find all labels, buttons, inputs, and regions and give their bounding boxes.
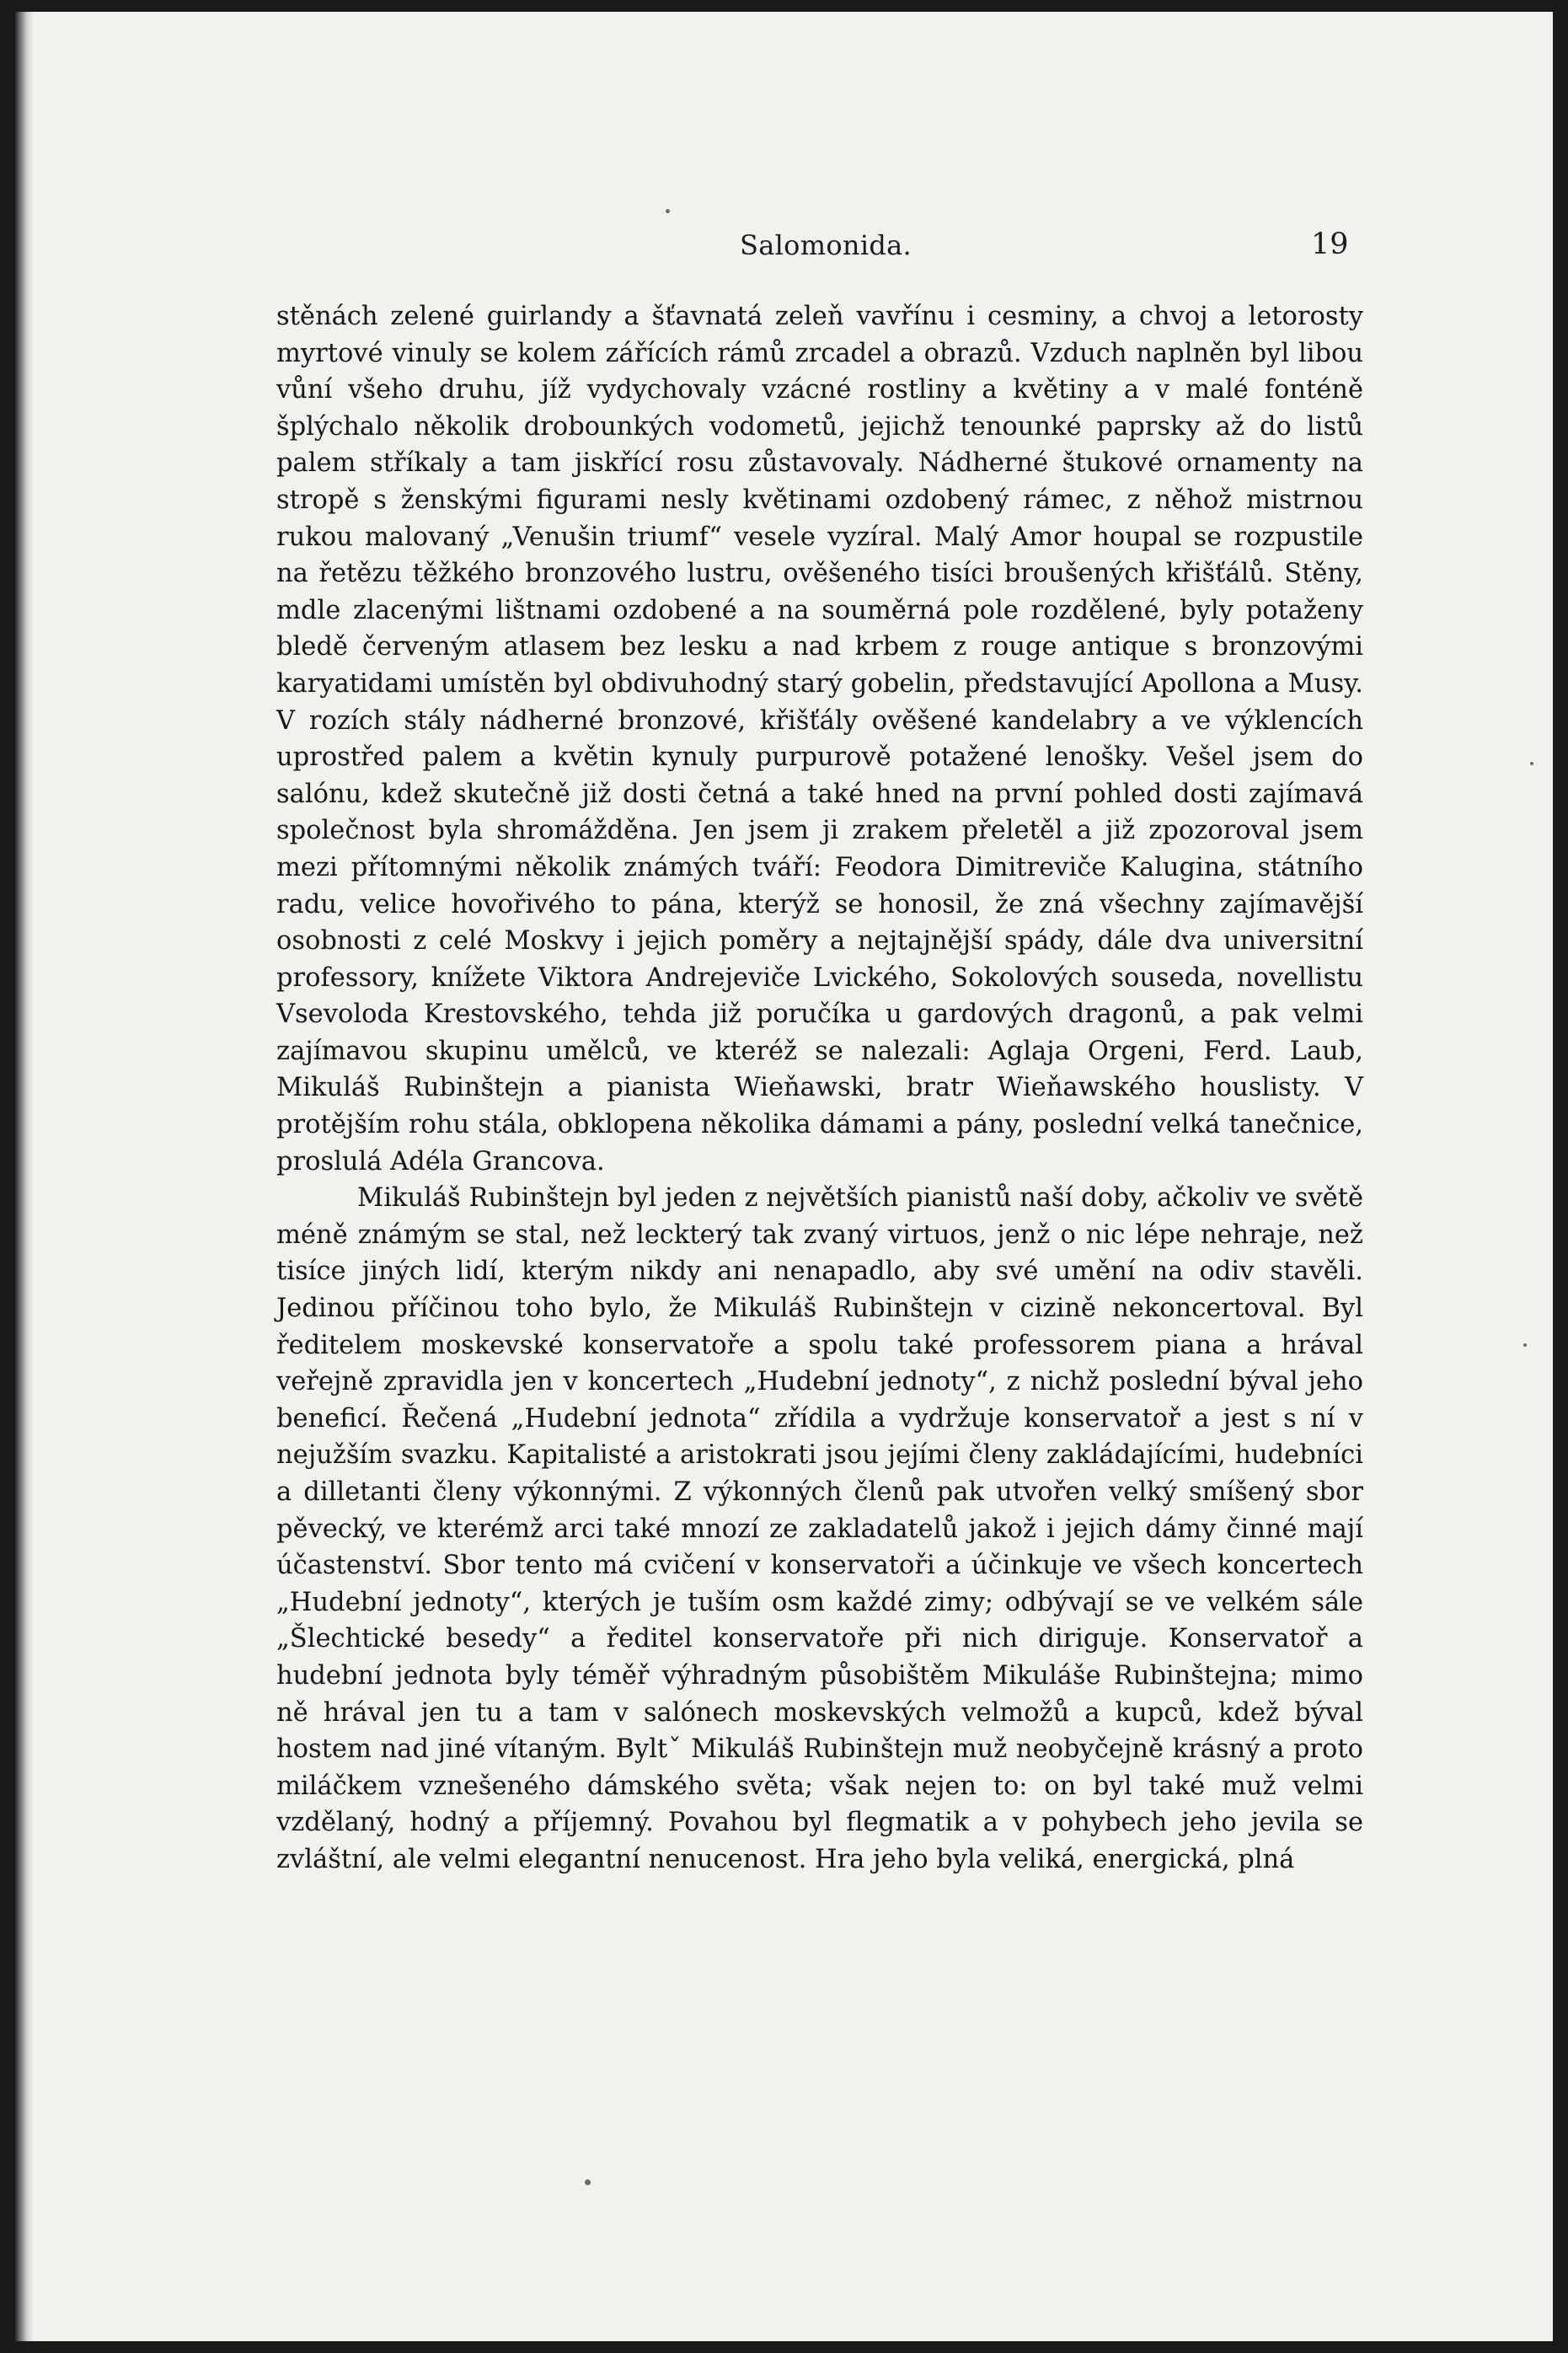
print-speck — [585, 2179, 591, 2185]
print-speck — [666, 209, 670, 213]
print-speck — [1530, 762, 1533, 765]
paragraph-1: stěnách zelené guirlandy a šťavnatá zeleň vavřínu i cesminy, a chvoj a letorosty myrtové vinuly se kolem zářících rámů zrcadel a obrazů. Vzduch naplněn byl libou vůní všeho druhu, jíž vydychovaly vzácné rostliny a květiny a v malé fonténě šplýchalo několik drobounkých vodometů, jejichž tenounké paprsky až do listů palem stříkaly a tam jiskřící rosu zůstavovaly. Nádherné štukové ornamenty na stropě s ženskými figurami nesly květinami ozdobený rámec, z něhož mistrnou rukou malovaný „Venušin triumf“ vesele vyzíral. Malý Amor houpal se rozpustile na řetězu těžkého bronzového lustru, ověšeného tisíci broušených křišťálů. Stěny, mdle zlacenými lištnami ozdobené a na souměrná pole rozdělené, byly potaženy bledě červeným atlasem bez lesku a nad krbem z rouge antique s bronzovými karyatidami umístěn byl obdivuhodný starý gobelin, představující Apollona a Musy. V rozích stály nádherné bronzové, křišťály ověšené kandelabry a ve výklencích uprostřed palem a květin kynuly purpurově potažené lenošky. Vešel jsem do salónu, kdež skutečně již dosti četná a také hned na první pohled dosti zajímavá společnost byla shromážděna. Jen jsem ji zrakem přeletěl a již zpozoroval jsem mezi přítomnými několik známých tváří: Feodora Dimitreviče Kalugina, státního radu, velice hovořivého to pána, kterýž se honosil, že zná všechny zajímavější osobnosti z celé Moskvy i jejich poměry a nejtajnější spády, dále dva universitní professory, knížete Viktora Andrejeviče Lvického, Sokolových souseda, novellistu Vsevoloda Krestovského, tehda již poručíka u gardových dragonů, a pak velmi zajímavou skupinu umělců, ve kteréž se nalezali: Aglaja Orgeni, Ferd. Laub, Mikuláš Rubinštejn a pianista Wieňawski, bratr Wieňawského houslisty. V protějším rohu stála, obklopena několika dámami a pány, poslední velká tanečnice, proslulá Adéla Grancova. — [276, 302, 1363, 1176]
print-speck — [1523, 1343, 1527, 1347]
body-text — [276, 298, 1363, 1879]
binding-gutter — [15, 12, 34, 2341]
paragraph-2: Mikuláš Rubinštejn byl jeden z největších pianistů naší doby, ačkoliv ve světě méně známým se stal, než leckterý tak zvaný virtuos, jenž o nic lépe nehraje, než tisíce jiných lidí, kterým nikdy ani nenapadlo, aby své umění na odiv stavěli. Jedinou příčinou toho bylo, že Mikuláš Rubinštejn v cizině nekoncertoval. Byl ředitelem moskevské konservatoře a spolu také professorem piana a hrával veřejně zpravidla jen v koncertech „Hudební jednoty“, z nichž poslední býval jeho beneficí. Řečená „Hudební jednota“ zřídila a vydržuje konservatoř a jest s ní v nejužším svazku. Kapitalisté a aristokrati jsou jejími členy zakládajícími, hudebníci a dilletanti členy výkonnými. Z výkonných členů pak utvořen velký smíšený sbor pěvecký, ve kterémž arci také mnozí ze zakladatelů jakož i jejich dámy činné mají účastenství. Sbor tento má cvičení v konservatoři a účinkuje ve všech koncertech „Hudební jednoty“, kterých je tuším osm každé zimy; odbývají se ve velkém sále „Šlechtické besedy“ a ředitel konservatoře při nich diriguje. Konservatoř a hudební jednota byly téměř výhradným působištěm Mikuláše Rubinštejna; mimo ně hrával jen tu a tam v salónech moskevských velmožů a kupců, kdež býval hostem nad jiné vítaným. Byltˇ Mikuláš Rubinštejn muž neobyčejně krásný a proto miláčkem vznešeného dámského světa; však nejen to: on byl také muž velmi vzdělaný, hodný a příjemný. Povahou byl flegmatik a v pohybech jeho jevila se zvláštní, ale velmi elegantní nenucenost. Hra jeho byla veliká, energická, plná — [276, 1183, 1363, 1874]
page-number: 19 — [1311, 228, 1349, 261]
book-page — [15, 12, 1553, 2341]
running-title: Salomonida. — [740, 229, 912, 261]
